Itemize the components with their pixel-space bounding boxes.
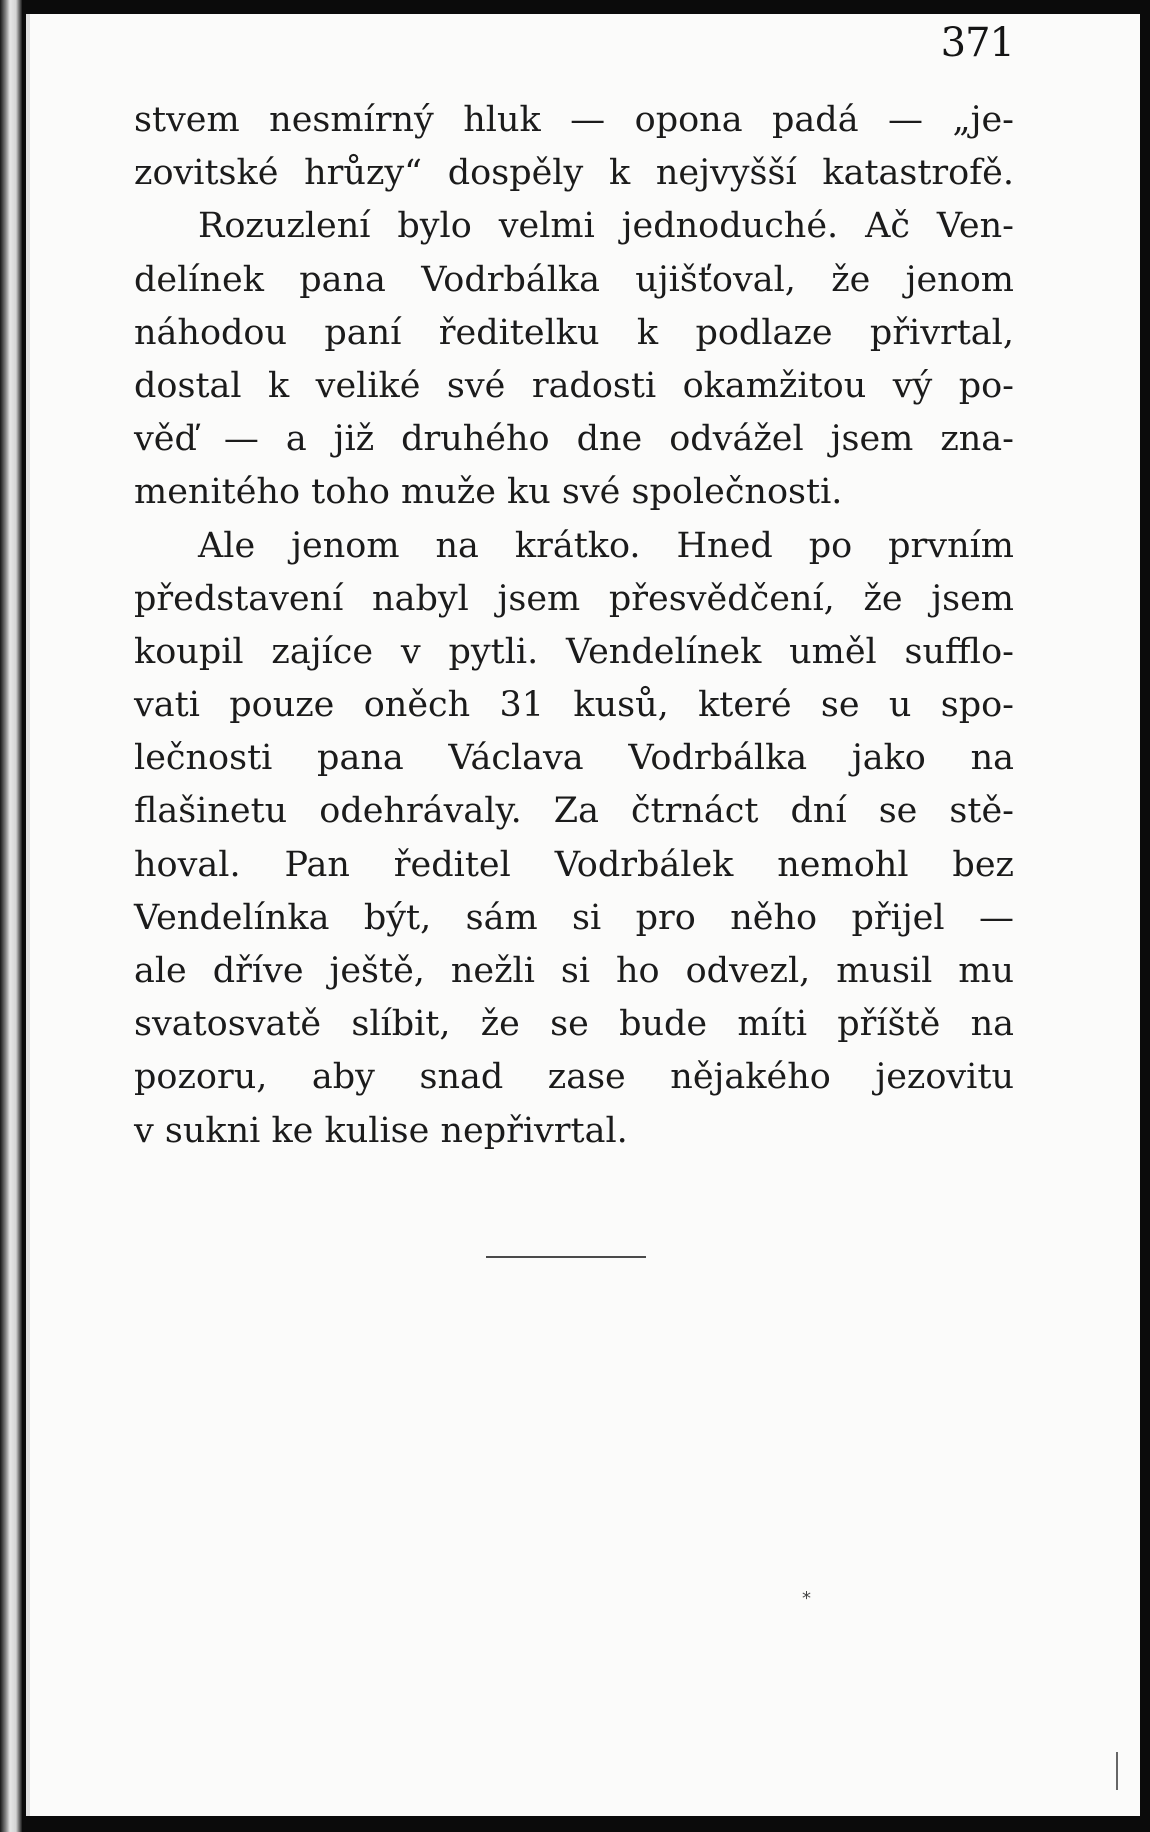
- text-line: hoval. Pan ředitel Vodrbálek nemohl bez: [134, 844, 1014, 885]
- text-line: lečnosti pana Václava Vodrbálka jako na: [134, 738, 1014, 779]
- text-line: vati pouze oněch 31 kusů, které se u spo-: [134, 685, 1014, 726]
- text-line: Rozuzlení bylo velmi jednoduché. Ač Ven-: [198, 206, 1014, 247]
- text-line: představení nabyl jsem přesvědčení, že jsem: [134, 578, 1014, 619]
- body-text: [134, 94, 1014, 1158]
- text-line: koupil zajíce v pytli. Vendelínek uměl sufflo-: [134, 631, 1014, 672]
- page-sheet: [26, 14, 1140, 1816]
- book-edge: [0, 0, 22, 1832]
- text-line: pozoru, aby snad zase nějakého jezovitu: [134, 1057, 1014, 1098]
- text-line: stvem nesmírný hluk — opona padá — „je-: [134, 100, 1014, 140]
- scan-artifact: [1116, 1752, 1118, 1790]
- text-line: svatosvatě slíbit, že se bude míti příště na: [134, 1004, 1014, 1045]
- page-number: 371: [940, 20, 1014, 66]
- text-line: flašinetu odehrávaly. Za čtrnáct dní se stě-: [134, 791, 1014, 832]
- text-line: věď — a již druhého dne odvážel jsem zna-: [134, 419, 1014, 460]
- text-line: ale dříve ještě, nežli si ho odvezl, musil mu: [134, 951, 1014, 991]
- section-divider: [486, 1256, 646, 1258]
- text-line: Vendelínka být, sám si pro něho přijel —: [134, 897, 1014, 938]
- text-line: menitého toho muže ku své společnosti.: [134, 472, 843, 513]
- text-line: delínek pana Vodrbálka ujišťoval, že jenom: [134, 259, 1014, 300]
- text-line: v sukni ke kulise nepřivrtal.: [134, 1110, 628, 1151]
- text-line: Ale jenom na krátko. Hned po prvním: [198, 525, 1014, 566]
- text-line: zovitské hrůzy“ dospěly k nejvyšší katastrofě.: [134, 153, 1014, 194]
- text-line: dostal k veliké své radosti okamžitou vý po-: [134, 365, 1014, 406]
- speck-mark: *: [802, 1588, 811, 1609]
- text-line: náhodou paní ředitelku k podlaze přivrtal,: [134, 312, 1014, 353]
